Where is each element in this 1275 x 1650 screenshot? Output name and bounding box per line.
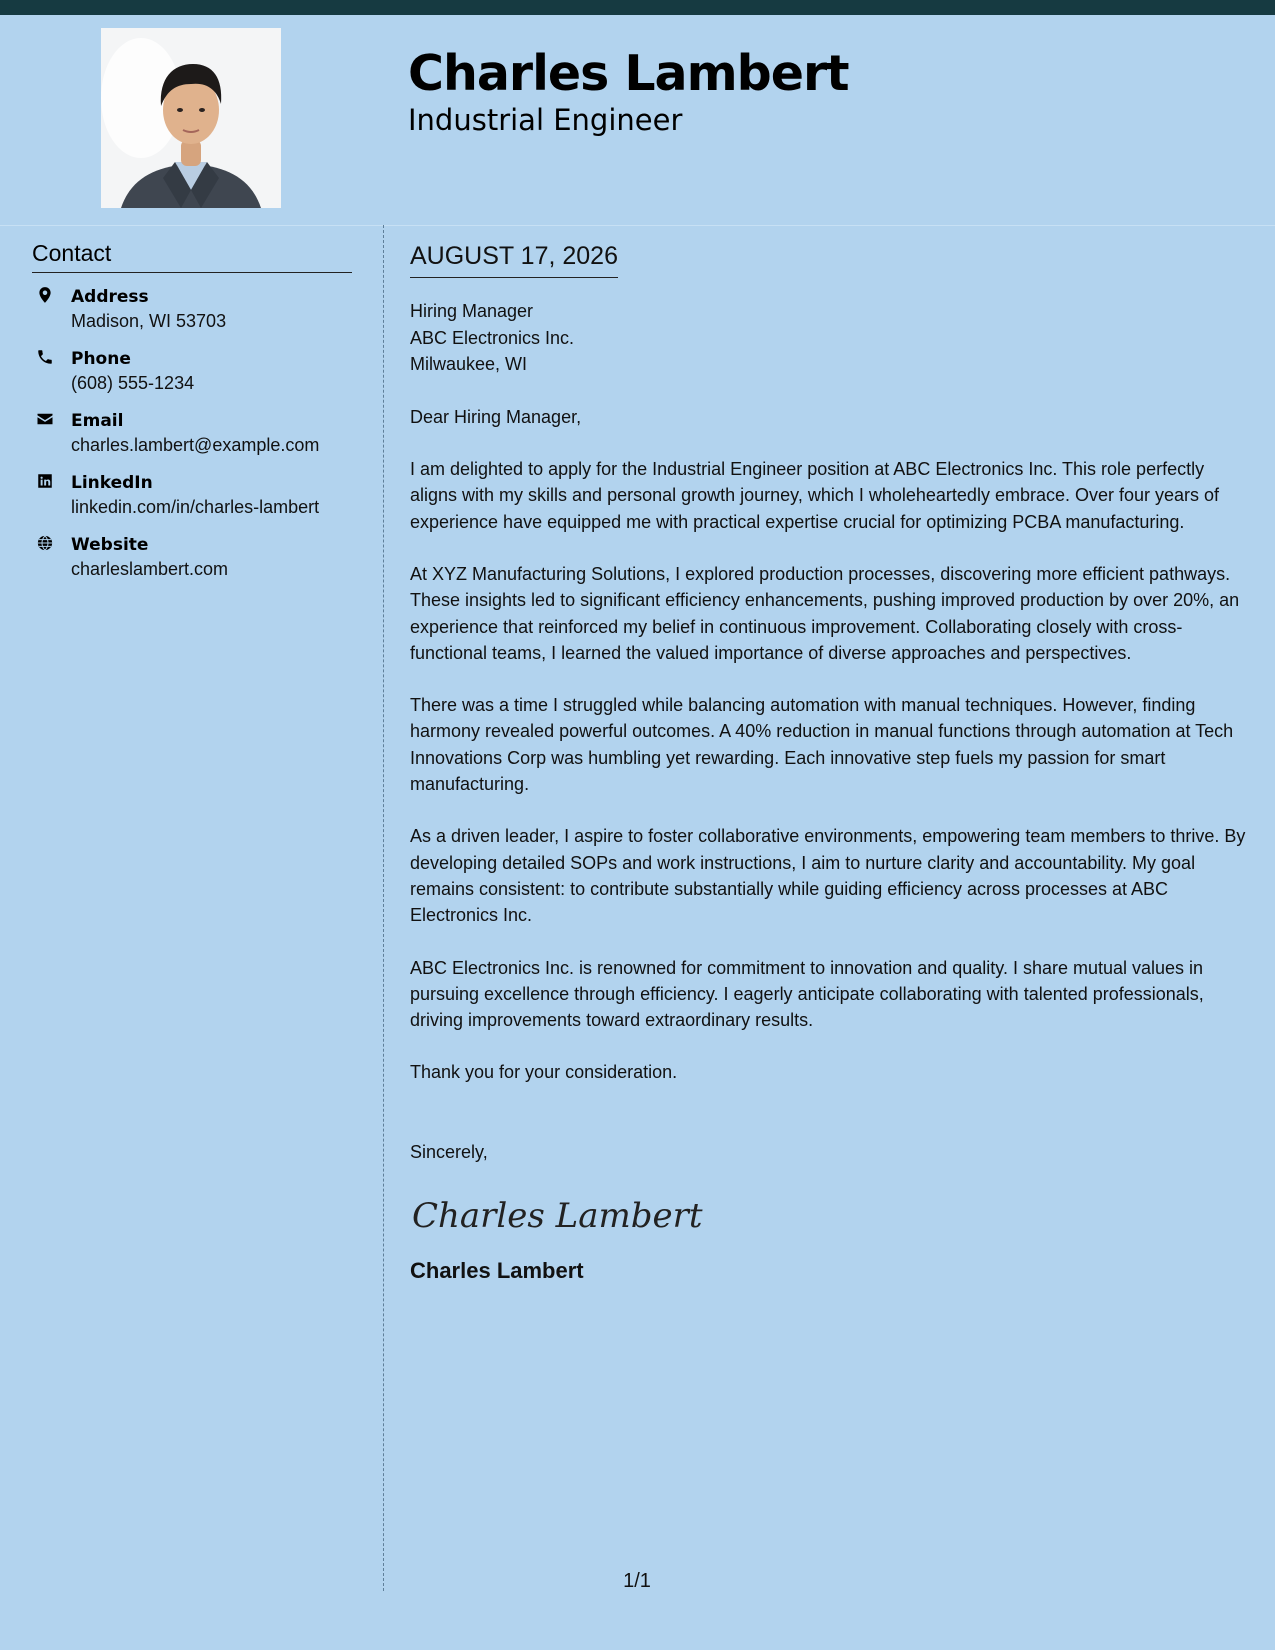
letter-paragraph: ABC Electronics Inc. is renowned for commitment to innovation and quality. I share mutual values in pursuing excellence through efficiency. I eagerly anticipate collaborating with talented professionals, driving improvements toward extraordinary results.: [410, 957, 1204, 1031]
handwritten-signature: [410, 1189, 703, 1245]
contact-label: Phone: [71, 348, 131, 369]
letter-paragraph: As a driven leader, I aspire to foster collaborative environments, empowering team members to thrive. By developing detailed SOPs and work instructions, I aim to nurture clarity and accountability. My goal remains consistent: to contribute substantially while guiding efficiency across processes at ABC Electronics Inc.: [410, 826, 1246, 926]
contact-item-phone: [32, 347, 352, 396]
avatar: [101, 28, 281, 208]
contact-label: Website: [71, 534, 149, 555]
contact-value: Madison, WI 53703: [71, 310, 227, 331]
contact-item-website: [32, 533, 352, 582]
salutation: Dear Hiring Manager,: [410, 406, 582, 427]
contact-label: LinkedIn: [71, 472, 153, 493]
signer-name: Charles Lambert: [410, 1257, 584, 1283]
recipient-line: ABC Electronics Inc.: [410, 327, 575, 348]
header: [0, 15, 1275, 226]
contact-value: (608) 555-1234: [71, 372, 195, 393]
contact-item-address: [32, 285, 352, 334]
letter-body: [410, 241, 1250, 1286]
contact-label: Email: [71, 410, 124, 431]
page-number: 1/1: [623, 1570, 651, 1592]
closing-thanks: Thank you for your consideration.: [410, 1062, 678, 1083]
sign-off: Sincerely,: [410, 1141, 488, 1162]
letter-date: AUGUST 17, 2026: [410, 241, 618, 278]
contact-value: charles.lambert@example.com: [71, 434, 320, 455]
signature-text: Charles Lambert: [412, 1195, 703, 1236]
contact-value: linkedin.com/in/charles-lambert: [71, 496, 320, 517]
contact-label: Address: [71, 286, 149, 307]
recipient-line: Hiring Manager: [410, 301, 534, 322]
globe-icon: [36, 534, 54, 552]
candidate-name: Charles Lambert: [408, 45, 849, 102]
location-pin-icon: [36, 286, 54, 304]
job-title: Industrial Engineer: [408, 103, 683, 137]
envelope-icon: [36, 410, 54, 428]
recipient-line: Milwaukee, WI: [410, 354, 528, 375]
phone-icon: [36, 348, 54, 366]
contact-item-linkedin: [32, 471, 352, 520]
contact-sidebar: [32, 240, 352, 595]
contact-value: charleslambert.com: [71, 558, 229, 579]
contact-item-email: [32, 409, 352, 458]
profile-photo: [101, 28, 281, 208]
letter-paragraph: I am delighted to apply for the Industrial Engineer position at ABC Electronics Inc. This role perfectly aligns with my skills and personal growth journey, which I wholeheartedly embrace. Over four years of experience have equipped me with practical expertise crucial for optimizing PCBA manufacturing.: [410, 459, 1220, 532]
column-divider: [383, 225, 384, 1591]
linkedin-icon: [36, 472, 54, 490]
letter-paragraph: There was a time I struggled while balancing automation with manual techniques. However, finding harmony revealed powerful outcomes. A 40% reduction in manual functions through automation at Tech Innovations Corp was humbling yet rewarding. Each innovative step fuels my passion for smart manufacturing.: [410, 695, 1234, 795]
top-accent-bar: [0, 0, 1275, 15]
contact-heading: Contact: [32, 240, 352, 273]
recipient-block: [410, 298, 1250, 378]
letter-paragraph: At XYZ Manufacturing Solutions, I explored production processes, discovering more efficient pathways. These insights led to significant efficiency enhancements, pushing improved production by over 20%, an experience that reinforced my belief in continuous improvement. Collaborating closely with cross-functional teams, I learned the valued importance of diverse approaches and perspectives.: [410, 563, 1240, 663]
